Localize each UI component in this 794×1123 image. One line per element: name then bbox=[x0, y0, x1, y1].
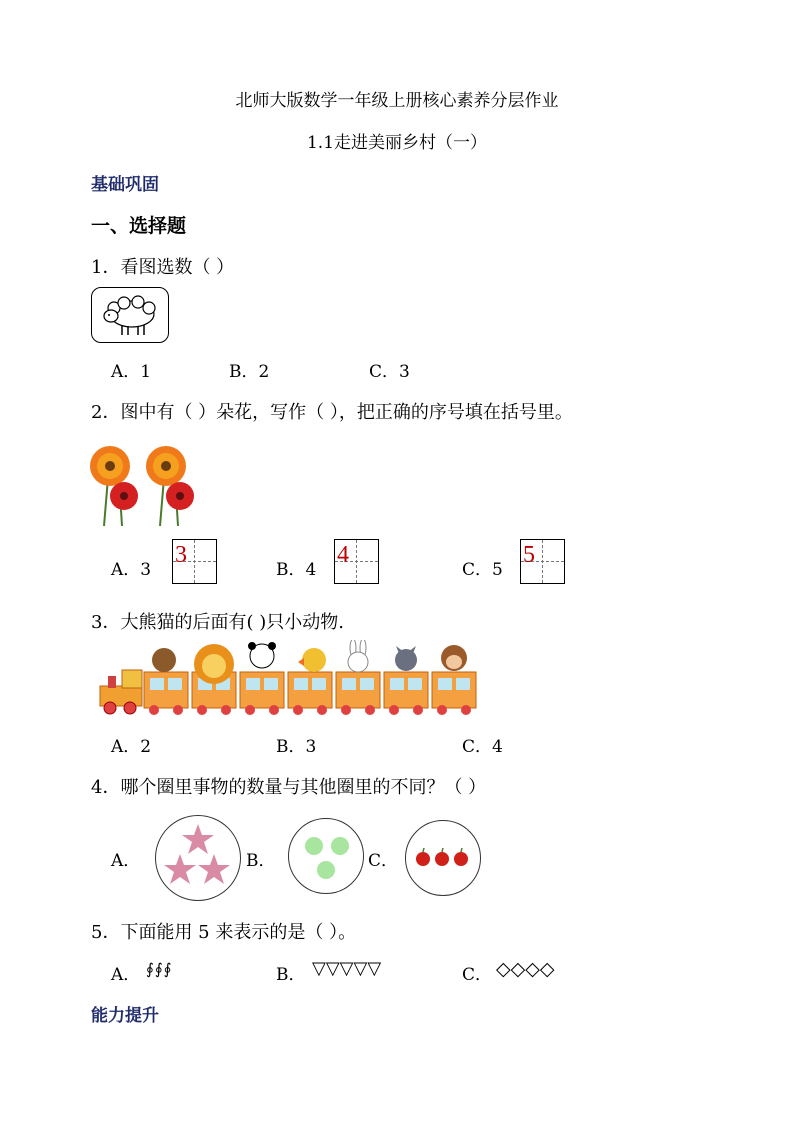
question-4-text: 4．哪个圈里事物的数量与其他圈里的不同？（ ） bbox=[91, 777, 487, 798]
question-1-text: 1．看图选数（ ） bbox=[91, 257, 235, 278]
q5-symbols-c: ◇◇◇◇ bbox=[496, 958, 555, 980]
train-car-cat bbox=[384, 646, 428, 715]
section-advanced: 能力提升 bbox=[91, 1006, 159, 1026]
circle-apples bbox=[405, 820, 481, 896]
q1-option-a: A．1 bbox=[111, 362, 152, 382]
circle-green-dots bbox=[288, 818, 364, 894]
rabbit-icon bbox=[348, 652, 368, 672]
green-dot-icons bbox=[289, 819, 363, 893]
duck-icon bbox=[302, 648, 326, 672]
document-title: 北师大版数学一年级上册核心素养分层作业 bbox=[235, 91, 559, 111]
sheep-icon bbox=[92, 288, 168, 342]
q5-symbols-a: ∮∮∮ bbox=[146, 960, 173, 978]
part-heading: 一、选择题 bbox=[91, 215, 187, 237]
animal-train-picture bbox=[98, 640, 480, 716]
section-basic: 基础巩固 bbox=[91, 175, 159, 195]
apple-icon bbox=[435, 848, 449, 866]
written-digit: 3 bbox=[175, 542, 187, 568]
q2-option-c: C．5 bbox=[462, 560, 503, 580]
q4-option-c: C． bbox=[368, 851, 399, 871]
q5-option-b: B． bbox=[276, 965, 306, 985]
q4-option-b: B． bbox=[246, 851, 276, 871]
question-3-text: 3．大熊猫的后面有( )只小动物. bbox=[91, 612, 344, 633]
circle-stars bbox=[155, 815, 241, 901]
q2-grid-box-b bbox=[334, 539, 379, 584]
q3-option-c: C．4 bbox=[462, 737, 503, 757]
q2-option-b: B．4 bbox=[276, 560, 317, 580]
written-digit: 4 bbox=[337, 542, 349, 568]
document-subtitle: 1.1走进美丽乡村（一） bbox=[306, 133, 488, 153]
cat-icon bbox=[395, 649, 417, 671]
question-2-text: 2．图中有（ ）朵花，写作（ ），把正确的序号填在括号里。 bbox=[91, 402, 573, 423]
apple-icons bbox=[406, 821, 480, 895]
q4-option-a: A． bbox=[111, 851, 141, 871]
flower-icon bbox=[146, 446, 194, 526]
q5-symbols-b: ▽▽▽▽▽ bbox=[312, 958, 382, 979]
q3-option-b: B．3 bbox=[276, 737, 317, 757]
q3-option-a: A．2 bbox=[111, 737, 152, 757]
bear-icon bbox=[152, 648, 176, 672]
q1-option-b: B．2 bbox=[229, 362, 270, 382]
sheep-picture-box bbox=[91, 287, 169, 343]
written-digit: 5 bbox=[523, 542, 535, 568]
q2-grid-box-a bbox=[172, 539, 217, 584]
apple-icon bbox=[416, 848, 430, 866]
train-car-panda bbox=[240, 642, 284, 715]
q2-grid-box-c bbox=[520, 539, 565, 584]
apple-icon bbox=[454, 848, 468, 866]
q1-option-c: C．3 bbox=[369, 362, 410, 382]
flowers-picture bbox=[88, 438, 204, 528]
train-car-bear bbox=[144, 648, 188, 715]
train-car-rabbit bbox=[336, 640, 380, 715]
train-car-duck bbox=[288, 648, 332, 715]
train-engine-icon bbox=[100, 670, 142, 714]
question-5-text: 5．下面能用 5 来表示的是（ ）。 bbox=[91, 922, 357, 943]
q5-option-a: A． bbox=[111, 965, 141, 985]
flower-icon bbox=[90, 446, 138, 526]
q5-option-c: C． bbox=[462, 965, 493, 985]
train-car-lion bbox=[192, 644, 236, 715]
train-car-monkey bbox=[432, 645, 476, 715]
q2-option-a: A．3 bbox=[111, 560, 152, 580]
star-icons bbox=[156, 816, 240, 900]
